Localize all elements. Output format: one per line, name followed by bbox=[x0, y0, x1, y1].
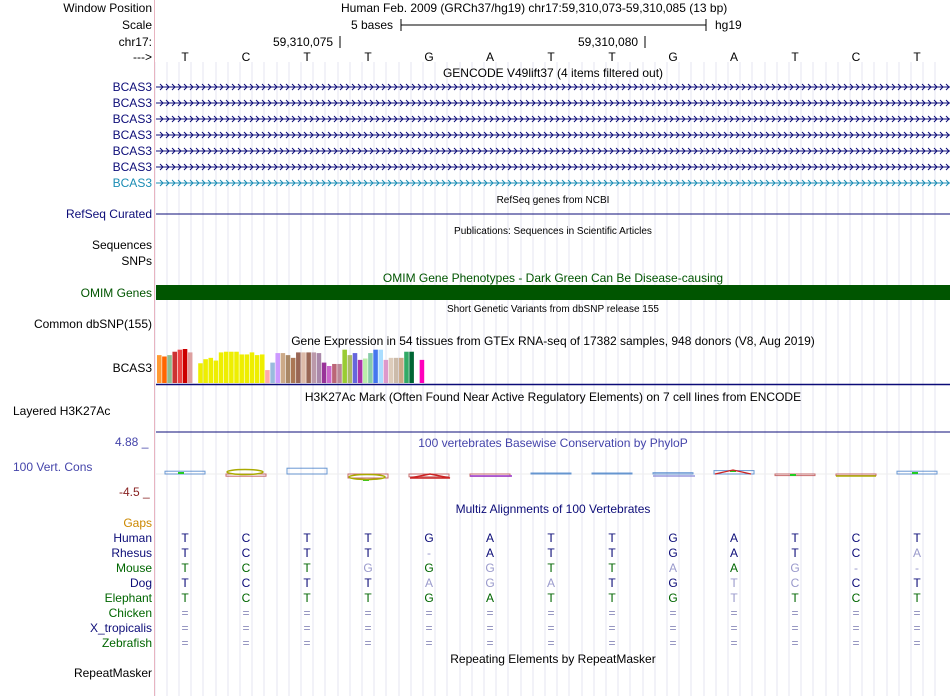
reference-base: C bbox=[241, 50, 251, 64]
alignment-base: = bbox=[181, 606, 189, 620]
h3k27ac-label[interactable]: Layered H3K27Ac bbox=[13, 404, 111, 418]
gtex-tissue-bar bbox=[409, 352, 414, 383]
coordinate-label: 59,310,080 bbox=[578, 35, 639, 49]
alignment-base: = bbox=[547, 636, 555, 650]
alignment-base: = bbox=[303, 636, 311, 650]
gencode-track-title[interactable]: GENCODE V49lift37 (4 items filtered out) bbox=[442, 66, 664, 80]
gtex-tissue-bar bbox=[291, 358, 296, 383]
alignment-base: T bbox=[303, 561, 311, 575]
gtex-tissue-bar bbox=[332, 364, 337, 383]
reference-base: T bbox=[303, 50, 311, 64]
alignment-base: T bbox=[364, 531, 372, 545]
alignment-base: T bbox=[364, 591, 372, 605]
gencode-transcript-label[interactable]: BCAS3 bbox=[112, 176, 152, 190]
dbsnp-track-title[interactable]: Short Genetic Variants from dbSNP release 155 bbox=[447, 304, 659, 315]
alignment-base: T bbox=[303, 591, 311, 605]
gtex-tissue-bar bbox=[337, 364, 342, 383]
alignment-base: A bbox=[668, 561, 677, 575]
alignment-base: = bbox=[791, 621, 799, 635]
gtex-tissue-bar bbox=[255, 355, 260, 383]
alignment-base: = bbox=[547, 621, 555, 635]
gtex-tissue-bar bbox=[281, 353, 286, 383]
alignment-base: T bbox=[608, 591, 616, 605]
window-position-text: Human Feb. 2009 (GRCh37/hg19) chr17:59,310,073-59,310,085 (13 bp) bbox=[341, 1, 728, 15]
refseq-label[interactable]: RefSeq Curated bbox=[65, 207, 152, 221]
alignment-base: A bbox=[485, 531, 494, 545]
alignment-base: C bbox=[241, 561, 251, 575]
alignment-base: = bbox=[730, 606, 738, 620]
alignment-base: = bbox=[791, 606, 799, 620]
gtex-tissue-bar bbox=[378, 350, 383, 383]
gtex-tissue-bar bbox=[270, 363, 275, 383]
alignment-base: = bbox=[486, 621, 494, 635]
gtex-tissue-bar bbox=[384, 360, 389, 383]
alignment-base: G bbox=[424, 531, 434, 545]
alignment-base: = bbox=[425, 636, 433, 650]
gtex-tissue-bar bbox=[178, 350, 183, 383]
conservation-score-mark bbox=[349, 475, 385, 480]
omim-track-title[interactable]: OMIM Gene Phenotypes - Dark Green Can Be Disease-causing bbox=[382, 271, 724, 285]
gtex-tissue-bar bbox=[234, 352, 239, 383]
alignment-base: C bbox=[790, 576, 800, 590]
h3k27ac-track-title[interactable]: H3K27Ac Mark (Often Found Near Active Regulatory Elements) on 7 cell lines from ENCODE bbox=[304, 390, 802, 404]
gtex-tissue-bar bbox=[198, 363, 203, 383]
gtex-tissue-bar bbox=[275, 353, 280, 383]
alignment-base: A bbox=[424, 576, 433, 590]
gtex-tissue-bar bbox=[229, 352, 234, 383]
conservation-track-title[interactable]: 100 vertebrates Basewise Conservation by PhyloP bbox=[418, 436, 688, 450]
alignment-base: T bbox=[730, 591, 738, 605]
gtex-tissue-bar bbox=[301, 352, 306, 383]
alignment-base: G bbox=[790, 561, 800, 575]
gtex-tissue-bar bbox=[358, 360, 363, 383]
species-label[interactable]: Human bbox=[113, 531, 152, 545]
alignment-base: T bbox=[181, 576, 189, 590]
alignment-base: G bbox=[424, 591, 434, 605]
gtex-tissue-bar bbox=[224, 352, 229, 383]
alignment-base: = bbox=[181, 636, 189, 650]
reference-base: T bbox=[791, 50, 799, 64]
conservation-score-mark bbox=[410, 474, 450, 478]
alignment-base: T bbox=[303, 576, 311, 590]
gtex-tissue-bar bbox=[183, 349, 188, 383]
alignment-base: T bbox=[181, 561, 189, 575]
repeatmasker-label[interactable]: RepeatMasker bbox=[73, 666, 152, 680]
alignment-base: T bbox=[181, 546, 189, 560]
gtex-tissue-bar bbox=[239, 354, 244, 383]
alignment-base: T bbox=[608, 576, 616, 590]
alignment-base: A bbox=[485, 591, 494, 605]
alignment-base: T bbox=[791, 546, 799, 560]
alignment-base: = bbox=[425, 606, 433, 620]
alignment-base: G bbox=[668, 546, 678, 560]
scale-assembly: hg19 bbox=[715, 18, 742, 32]
conservation-score-mark bbox=[287, 468, 327, 474]
gtex-tissue-bar bbox=[214, 361, 219, 383]
conservation-score-mark bbox=[592, 473, 632, 474]
reference-base: T bbox=[608, 50, 616, 64]
gtex-tissue-bar bbox=[322, 363, 327, 383]
gtex-tissue-bar bbox=[250, 352, 255, 383]
alignment-base: G bbox=[668, 576, 678, 590]
alignment-base: A bbox=[729, 531, 738, 545]
species-label[interactable]: X_tropicalis bbox=[89, 621, 152, 635]
alignment-base: T bbox=[608, 561, 616, 575]
alignment-base: C bbox=[241, 531, 251, 545]
gtex-tissue-bar bbox=[260, 354, 265, 383]
conservation-max-label: 4.88 _ bbox=[115, 435, 149, 449]
strand-label: ---> bbox=[133, 50, 152, 64]
alignment-base: T bbox=[303, 531, 311, 545]
gencode-transcript-label[interactable]: BCAS3 bbox=[112, 96, 152, 110]
gtex-tissue-bar bbox=[342, 350, 347, 383]
gtex-tissue-bar bbox=[327, 366, 332, 383]
gencode-transcript-label[interactable]: BCAS3 bbox=[112, 144, 152, 158]
alignment-base: = bbox=[547, 606, 555, 620]
multiz-track-title[interactable]: Multiz Alignments of 100 Vertebrates bbox=[455, 502, 651, 516]
repeatmasker-track-title[interactable]: Repeating Elements by RepeatMasker bbox=[450, 652, 656, 666]
alignment-base: = bbox=[913, 636, 921, 650]
conservation-highlight bbox=[178, 472, 184, 474]
conservation-min-label: -4.5 _ bbox=[119, 485, 150, 499]
alignment-base: T bbox=[913, 576, 921, 590]
alignment-base: = bbox=[364, 606, 372, 620]
reference-base: T bbox=[547, 50, 555, 64]
scale-label: Scale bbox=[121, 18, 152, 32]
alignment-base: T bbox=[913, 531, 921, 545]
alignment-base: = bbox=[669, 606, 677, 620]
gencode-transcript-label[interactable]: BCAS3 bbox=[112, 80, 152, 94]
gtex-tissue-bar bbox=[373, 350, 378, 383]
conservation-highlight bbox=[790, 474, 796, 476]
alignment-base: - bbox=[915, 561, 919, 575]
gaps-label: Gaps bbox=[123, 516, 152, 530]
alignment-base: G bbox=[668, 591, 678, 605]
reference-base: T bbox=[181, 50, 189, 64]
alignment-base: = bbox=[364, 636, 372, 650]
alignment-base: = bbox=[730, 636, 738, 650]
alignment-base: = bbox=[913, 606, 921, 620]
gtex-tissue-bar bbox=[157, 355, 162, 383]
alignment-base: = bbox=[852, 606, 860, 620]
gtex-tissue-bar bbox=[348, 355, 353, 383]
gtex-tissue-bar bbox=[203, 359, 208, 383]
alignment-base: T bbox=[791, 531, 799, 545]
gtex-tissue-bar bbox=[209, 358, 214, 383]
omim-gene-bar bbox=[156, 285, 950, 300]
reference-base: G bbox=[668, 50, 678, 64]
species-label[interactable]: Dog bbox=[129, 576, 152, 590]
alignment-base: = bbox=[669, 621, 677, 635]
alignment-base: = bbox=[425, 621, 433, 635]
species-label[interactable]: Mouse bbox=[115, 561, 152, 575]
alignment-base: C bbox=[851, 591, 861, 605]
alignment-base: A bbox=[912, 546, 921, 560]
alignment-base: = bbox=[486, 636, 494, 650]
sequences-label[interactable]: Sequences bbox=[91, 238, 152, 252]
gtex-tissue-bar bbox=[389, 358, 394, 383]
alignment-base: = bbox=[730, 621, 738, 635]
alignment-base: = bbox=[242, 621, 250, 635]
refseq-track-title[interactable]: RefSeq genes from NCBI bbox=[496, 195, 610, 206]
alignment-base: A bbox=[729, 546, 738, 560]
gtex-tissue-bar bbox=[167, 355, 172, 383]
conservation-score-mark bbox=[531, 473, 571, 474]
coordinate-label: 59,310,075 bbox=[273, 35, 334, 49]
conservation-label[interactable]: 100 Vert. Cons bbox=[13, 460, 93, 474]
gencode-transcript-label[interactable]: BCAS3 bbox=[112, 112, 152, 126]
conservation-highlight bbox=[912, 472, 918, 474]
alignment-base: T bbox=[547, 531, 555, 545]
alignment-base: - bbox=[854, 561, 858, 575]
gtex-tissue-bar bbox=[286, 355, 291, 383]
alignment-base: C bbox=[851, 546, 861, 560]
species-label[interactable]: Elephant bbox=[104, 591, 152, 605]
gencode-transcript-label[interactable]: BCAS3 bbox=[112, 128, 152, 142]
alignment-base: T bbox=[364, 546, 372, 560]
gencode-transcript-label[interactable]: BCAS3 bbox=[112, 160, 152, 174]
gtex-tissue-bar bbox=[245, 354, 250, 383]
alignment-base: = bbox=[181, 621, 189, 635]
alignment-base: = bbox=[913, 621, 921, 635]
alignment-base: = bbox=[791, 636, 799, 650]
alignment-base: = bbox=[608, 621, 616, 635]
alignment-base: C bbox=[241, 546, 251, 560]
reference-base: A bbox=[729, 50, 738, 64]
alignment-base: A bbox=[546, 576, 555, 590]
gtex-tissue-bar bbox=[399, 358, 404, 383]
alignment-base: T bbox=[730, 576, 738, 590]
gtex-tissue-bar bbox=[317, 353, 322, 383]
alignment-base: T bbox=[303, 546, 311, 560]
alignment-base: T bbox=[547, 561, 555, 575]
alignment-base: A bbox=[729, 561, 738, 575]
gtex-tissue-bar bbox=[219, 352, 224, 383]
scale-text: 5 bases bbox=[351, 18, 394, 32]
reference-base: C bbox=[851, 50, 861, 64]
gtex-gene-label[interactable]: BCAS3 bbox=[112, 361, 152, 375]
alignment-base: = bbox=[852, 621, 860, 635]
gtex-tissue-bar bbox=[368, 353, 373, 383]
alignment-base: C bbox=[241, 591, 251, 605]
alignment-base: = bbox=[669, 636, 677, 650]
species-label[interactable]: Zebrafish bbox=[101, 636, 152, 650]
species-label[interactable]: Rhesus bbox=[111, 546, 152, 560]
alignment-base: = bbox=[364, 621, 372, 635]
reference-base: T bbox=[913, 50, 921, 64]
species-label[interactable]: Chicken bbox=[108, 606, 152, 620]
alignment-base: = bbox=[608, 636, 616, 650]
alignment-base: T bbox=[547, 591, 555, 605]
alignment-base: = bbox=[303, 621, 311, 635]
conservation-score-mark bbox=[165, 471, 205, 474]
dbsnp-label[interactable]: Common dbSNP(155) bbox=[33, 317, 152, 331]
alignment-base: T bbox=[608, 531, 616, 545]
alignment-base: G bbox=[485, 561, 495, 575]
gtex-tissue-bar bbox=[363, 359, 368, 383]
alignment-base: = bbox=[242, 606, 250, 620]
gtex-tissue-bar bbox=[420, 360, 425, 383]
snps-label[interactable]: SNPs bbox=[121, 254, 152, 268]
gtex-tissue-bar bbox=[394, 358, 399, 383]
conservation-score-mark bbox=[227, 470, 263, 475]
alignment-base: G bbox=[424, 561, 434, 575]
gtex-tissue-bar bbox=[296, 352, 301, 383]
alignment-base: - bbox=[427, 546, 431, 560]
publications-track-title[interactable]: Publications: Sequences in Scientific Articles bbox=[454, 226, 652, 237]
gtex-tissue-bar bbox=[188, 352, 193, 383]
alignment-base: = bbox=[486, 606, 494, 620]
alignment-base: T bbox=[913, 591, 921, 605]
alignment-base: A bbox=[485, 546, 494, 560]
gtex-track-title[interactable]: Gene Expression in 54 tissues from GTEx RNA-seq of 17382 samples, 948 donors (V8, Aug 2019) bbox=[291, 334, 815, 348]
alignment-base: = bbox=[303, 606, 311, 620]
alignment-base: = bbox=[852, 636, 860, 650]
alignment-base: T bbox=[791, 591, 799, 605]
reference-base: G bbox=[424, 50, 434, 64]
gtex-tissue-bar bbox=[162, 356, 167, 383]
gtex-tissue-bar bbox=[312, 352, 317, 383]
gtex-tissue-bar bbox=[172, 352, 177, 383]
alignment-base: G bbox=[668, 531, 678, 545]
alignment-base: = bbox=[242, 636, 250, 650]
chrom-label: chr17: bbox=[118, 35, 152, 49]
alignment-base: T bbox=[181, 531, 189, 545]
gtex-tissue-bar bbox=[353, 353, 358, 383]
gtex-tissue-bar bbox=[265, 370, 270, 383]
gtex-tissue-bar bbox=[404, 352, 409, 383]
alignment-base: T bbox=[547, 546, 555, 560]
alignment-base: G bbox=[485, 576, 495, 590]
reference-base: T bbox=[364, 50, 372, 64]
omim-label[interactable]: OMIM Genes bbox=[80, 286, 152, 300]
alignment-base: = bbox=[608, 606, 616, 620]
alignment-base: C bbox=[851, 531, 861, 545]
gtex-tissue-bar bbox=[306, 352, 311, 383]
alignment-base: C bbox=[241, 576, 251, 590]
alignment-base: T bbox=[608, 546, 616, 560]
conservation-score-mark bbox=[653, 473, 693, 474]
alignment-base: T bbox=[364, 576, 372, 590]
window-position-label: Window Position bbox=[63, 1, 152, 15]
alignment-base: C bbox=[851, 576, 861, 590]
alignment-base: G bbox=[363, 561, 373, 575]
alignment-base: T bbox=[181, 591, 189, 605]
reference-base: A bbox=[485, 50, 494, 64]
